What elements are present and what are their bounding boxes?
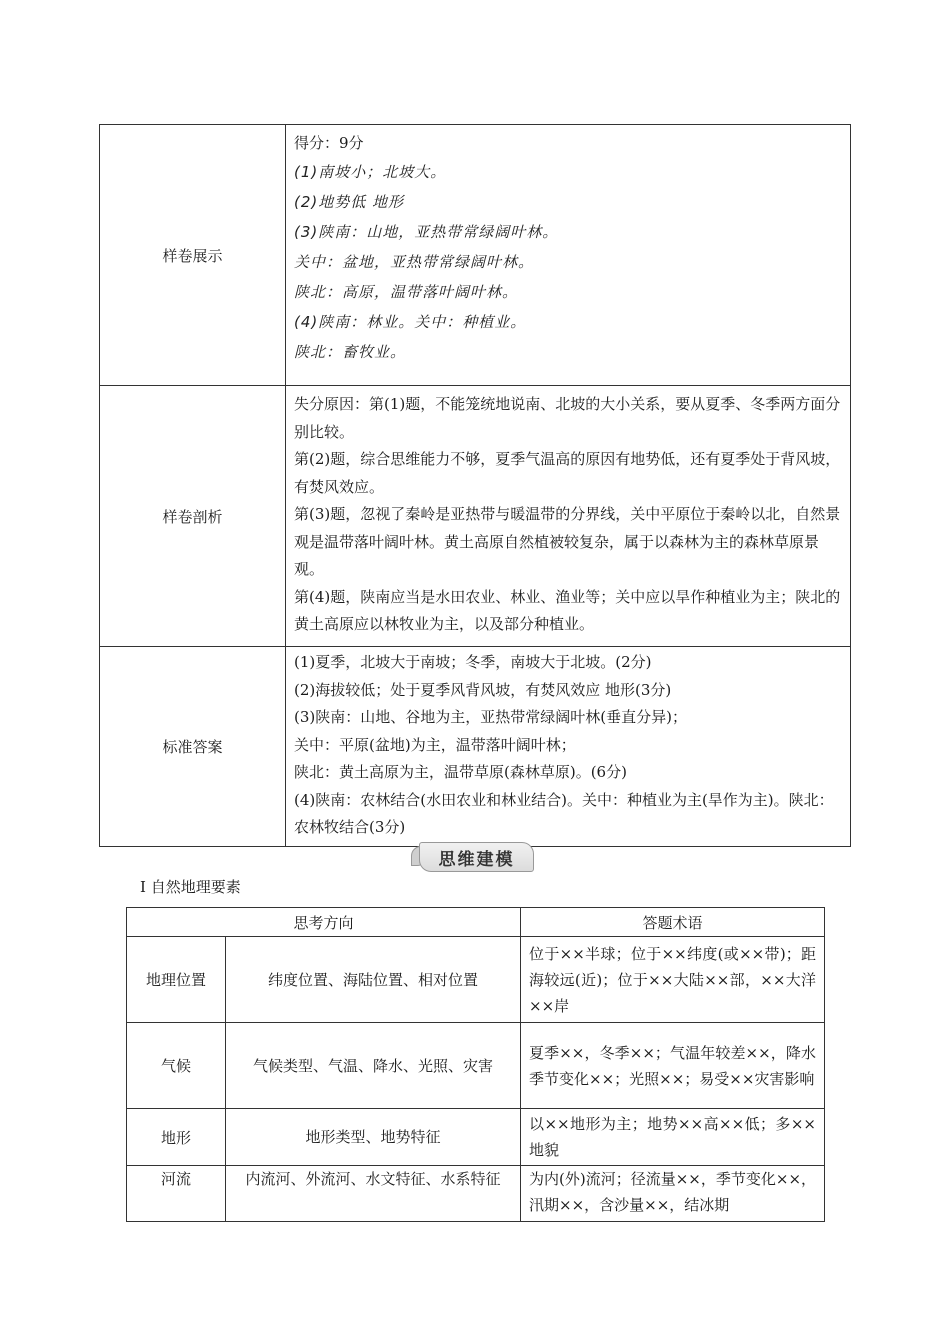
direction-cell: 地形类型、地势特征: [226, 1109, 521, 1166]
analysis-paragraph: 第(3)题，忽视了秦岭是亚热带与暖温带的分界线，关中平原位于秦岭以北，自然景观是温带落叶阔叶林。黄土高原自然植被较复杂，属于以森林为主的森林草原景观。: [294, 505, 841, 579]
handwritten-line: 关中：盆地，亚热带常绿阔叶林。: [294, 253, 535, 271]
terms-cell: 以××地形为主；地势××高××低；多××地貌: [521, 1109, 825, 1166]
factor-cell: 地理位置: [127, 937, 226, 1023]
terms-cell: 夏季××，冬季××；气温年较差××，降水季节变化××；光照××；易受××灾害影响: [521, 1023, 825, 1109]
terms-cell: 为内(外)流河；径流量××，季节变化××，汛期××，含沙量××，结冰期: [521, 1166, 825, 1222]
handwritten-line: (2)地势低 地形: [294, 193, 405, 211]
handwritten-line: 陕北：高原，温带落叶阔叶林。: [294, 283, 519, 301]
thinking-model-banner: 思维建模: [419, 842, 534, 872]
direction-cell: 纬度位置、海陆位置、相对位置: [226, 937, 521, 1023]
direction-cell: 气候类型、气温、降水、光照、灾害: [226, 1023, 521, 1109]
section-title: Ⅰ 自然地理要素: [140, 878, 241, 896]
analysis-paragraph: 失分原因：第(1)题，不能笼统地说南、北坡的大小关系，要从夏季、冬季两方面分别比较。: [294, 395, 841, 441]
answer-content: [286, 647, 851, 847]
analysis-paragraph: 第(2)题，综合思维能力不够，夏季气温高的原因有地势低，还有夏季处于背风坡，有焚风效应。: [294, 450, 841, 496]
header-direction: 思考方向: [127, 908, 521, 937]
analysis-label: 样卷剖析: [100, 386, 286, 647]
analysis-paragraph: 第(4)题，陕南应当是水田农业、林业、渔业等；关中应以旱作种植业为主；陕北的黄土高原应以林牧业为主，以及部分种植业。: [294, 587, 841, 634]
handwritten-line: (3)陕南：山地，亚热带常绿阔叶林。: [294, 223, 559, 241]
analysis-content: [286, 386, 851, 647]
handwritten-line: (4)陕南：林业。关中：种植业。: [294, 313, 527, 331]
factor-cell: 气候: [127, 1023, 226, 1109]
handwritten-line: 陕北：畜牧业。: [294, 343, 407, 361]
factor-cell: 河流: [127, 1166, 226, 1222]
answer-line: (2)海拔较低；处于夏季风背风坡，有焚风效应 地形(3分): [294, 680, 672, 699]
answer-line: 陕北：黄土高原为主，温带草原(森林草原)。(6分): [294, 763, 627, 781]
factor-cell: 地形: [127, 1109, 226, 1166]
handwritten-line: (1)南坡小；北坡大。: [294, 163, 447, 181]
answer-line: (4)陕南：农林结合(水田农业和林业结合)。关中：种植业为主(旱作为主)。陕北：农林牧结合(3分): [294, 790, 834, 836]
answer-line: (1)夏季，北坡大于南坡；冬季，南坡大于北坡。(2分): [294, 653, 652, 671]
sample-score: 得分：9分: [294, 134, 364, 152]
natural-elements-table: [126, 907, 825, 1222]
exam-analysis-table: [99, 124, 851, 847]
answer-label: 标准答案: [100, 647, 286, 847]
sample-content: [286, 125, 851, 386]
answer-line: (3)陕南：山地、谷地为主，亚热带常绿阔叶林(垂直分异)；: [294, 708, 687, 726]
header-terms: 答题术语: [521, 908, 825, 937]
direction-cell: 内流河、外流河、水文特征、水系特征: [226, 1166, 521, 1222]
sample-label: 样卷展示: [100, 125, 286, 386]
answer-line: 关中：平原(盆地)为主，温带落叶阔叶林；: [294, 735, 576, 754]
terms-cell: 位于××半球；位于××纬度(或××带)；距海较远(近)；位于××大陆××部，××大洋××岸: [521, 937, 825, 1023]
